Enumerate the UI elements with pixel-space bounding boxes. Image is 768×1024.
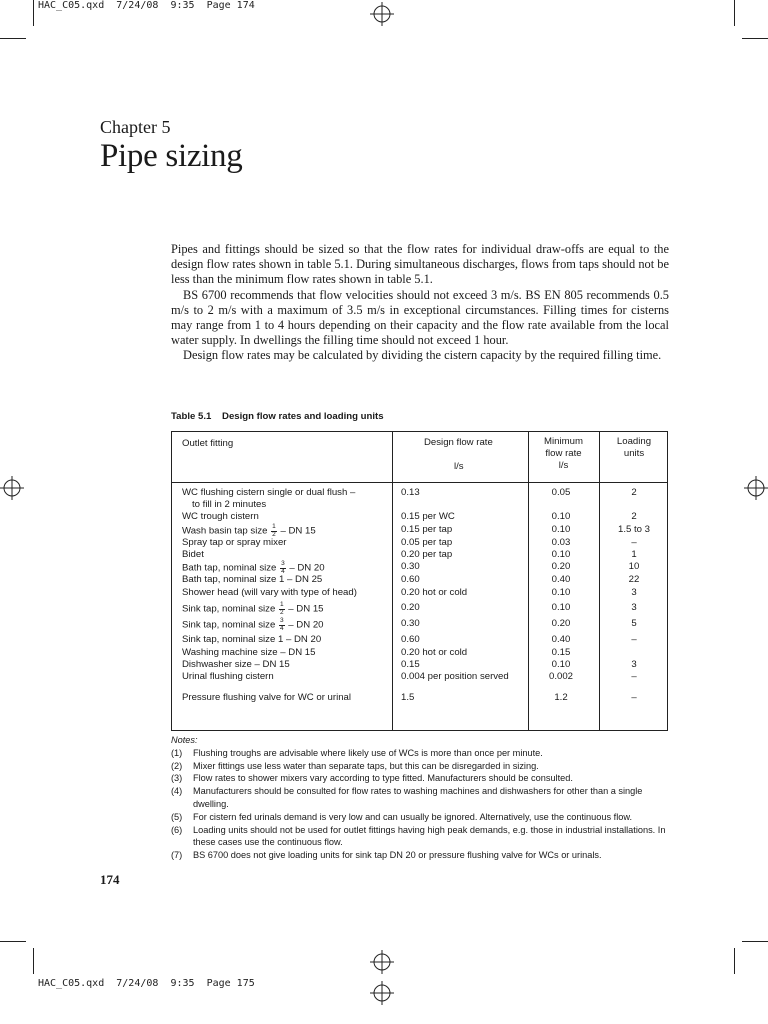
table-notes	[171, 734, 671, 862]
header-min-line2: flow rate	[545, 448, 582, 460]
cell-minimum-flow-rate: 0.10	[551, 524, 571, 535]
table-row	[172, 561, 667, 574]
notes-list	[171, 747, 671, 862]
crop-mark	[742, 941, 768, 942]
cell-design-flow-rate: 0.20 hot or cold	[401, 647, 468, 658]
cell-minimum-flow-rate: 0.002	[548, 671, 573, 682]
cell-outlet-fitting: to fill in 2 minutes	[192, 499, 267, 510]
table-row	[172, 647, 667, 659]
cell-design-flow-rate: 0.30	[401, 561, 420, 572]
cell-loading-units: 5	[631, 618, 637, 629]
cell-minimum-flow-rate: 0.40	[551, 634, 571, 645]
crop-mark	[734, 948, 735, 974]
cell-design-flow-rate: 0.20 per tap	[401, 549, 453, 560]
table-row	[172, 692, 667, 704]
table-row	[172, 602, 667, 618]
cell-design-flow-rate: 0.60	[401, 634, 420, 645]
table-number: Table 5.1	[171, 411, 212, 422]
registration-mark-icon	[744, 476, 768, 500]
cell-design-flow-rate: 0.30	[401, 618, 420, 629]
cell-design-flow-rate: 0.13	[401, 487, 420, 498]
page-number: 174	[100, 872, 120, 887]
header-minimum-flow-rate	[528, 436, 599, 473]
cell-loading-units: 10	[628, 561, 640, 572]
cell-outlet-fitting: Sink tap, nominal size 1 – DN 20	[182, 634, 322, 645]
crop-mark	[734, 0, 735, 26]
cell-design-flow-rate: 0.15 per WC	[401, 511, 455, 522]
cell-minimum-flow-rate: 0.10	[551, 659, 571, 670]
paragraph: BS 6700 recommends that flow velocities should not exceed 3 m/s. BS EN 805 recommends 0.5 m/s to 2 m/s with a maximum of 3.5 m/s in exceptional circumstances. Filling times for cisterns may range from 1 to 4 hours depending on their capacity and the flow rate available from the local water supply. In dwellings the filling time should not exceed 1 hour.	[171, 287, 669, 348]
table-row	[172, 618, 667, 634]
table-caption	[171, 411, 384, 422]
registration-mark-icon	[370, 950, 394, 974]
note-text: Flushing troughs are advisable where likely use of WCs is more than once per minute.	[193, 747, 543, 758]
cell-loading-units: –	[631, 537, 637, 548]
crop-mark	[33, 0, 34, 26]
header-design-flow-rate: Design flow rate	[424, 437, 493, 448]
table-body	[172, 487, 667, 704]
note-number: (2)	[171, 760, 183, 771]
cell-minimum-flow-rate: 0.15	[551, 647, 571, 658]
cell-minimum-flow-rate: 1.2	[554, 692, 568, 703]
cell-outlet-fitting: Sink tap, nominal size $\frac{1}{2}$ – DN 15	[182, 601, 324, 616]
cell-outlet-fitting: Dishwasher size – DN 15	[182, 659, 290, 670]
table-header-divider	[172, 482, 667, 483]
cell-loading-units: 1	[631, 549, 637, 560]
cell-outlet-fitting: Wash basin tap size $\frac{1}{2}$ – DN 15	[182, 523, 316, 538]
cell-design-flow-rate: 0.05 per tap	[401, 537, 453, 548]
crop-mark	[742, 38, 768, 39]
cell-loading-units: –	[631, 671, 637, 682]
table-row	[172, 634, 667, 647]
cell-outlet-fitting: Bath tap, nominal size 1 – DN 25	[182, 574, 323, 585]
cell-minimum-flow-rate: 0.05	[551, 487, 571, 498]
cell-outlet-fitting: WC flushing cistern single or dual flush –	[182, 487, 356, 498]
cell-loading-units: –	[631, 692, 637, 703]
chapter-label: Chapter 5	[100, 117, 171, 137]
cell-minimum-flow-rate: 0.40	[551, 574, 571, 585]
fraction: $\frac{1}{2}$	[272, 523, 276, 538]
cell-design-flow-rate: 0.60	[401, 574, 420, 585]
note-item	[171, 785, 671, 811]
fraction: $\frac{1}{2}$	[280, 601, 284, 616]
note-number: (7)	[171, 850, 183, 861]
cell-loading-units: 3	[631, 659, 637, 670]
paragraph: Design flow rates may be calculated by dividing the cistern capacity by the required filling time.	[183, 348, 662, 363]
header-min-unit: l/s	[558, 460, 569, 472]
cell-loading-units: 2	[631, 487, 637, 498]
cell-design-flow-rate: 0.20 hot or cold	[401, 587, 468, 598]
note-text: Flow rates to shower mixers vary according to type fitted. Manufacturers should be consulted.	[193, 773, 573, 784]
note-number: (3)	[171, 773, 183, 784]
cell-loading-units: –	[631, 634, 637, 645]
cell-minimum-flow-rate: 0.10	[551, 511, 571, 522]
note-item	[171, 772, 671, 785]
cell-outlet-fitting: Spray tap or spray mixer	[182, 537, 287, 548]
header-loading-units	[599, 436, 669, 460]
cell-design-flow-rate: 0.15 per tap	[401, 524, 453, 535]
fraction: $\frac{3}{4}$	[281, 560, 285, 575]
note-item	[171, 849, 671, 862]
body-text	[171, 242, 669, 364]
paragraph: Pipes and fittings should be sized so that the flow rates for individual draw-offs are equal to the design flow rates shown in table 5.1. During simultaneous discharges, flows from taps should not be less than the minimum flow rates shown in table 5.1.	[171, 242, 669, 287]
table-caption-title: Design flow rates and loading units	[222, 411, 384, 422]
note-item	[171, 760, 671, 773]
note-text: BS 6700 does not give loading units for sink tap DN 20 or pressure flushing valve for WCs or urinals.	[193, 850, 602, 861]
registration-mark-icon	[370, 981, 394, 1005]
note-text: Loading units should not be used for outlet fittings having high peak demands, e.g. those in industrial installations. In these cases use the continuous flow.	[193, 824, 666, 848]
table-row	[172, 587, 667, 602]
table-row	[172, 511, 667, 524]
notes-title: Notes:	[171, 735, 198, 745]
print-slug-top: HAC_C05.qxd 7/24/08 9:35 Page 174	[38, 0, 255, 11]
table-row	[172, 574, 667, 587]
cell-minimum-flow-rate: 0.03	[551, 537, 571, 548]
registration-mark-icon	[370, 2, 394, 26]
cell-loading-units: 2	[631, 511, 637, 522]
note-item	[171, 747, 671, 760]
cell-minimum-flow-rate: 0.10	[551, 549, 571, 560]
print-slug-bottom: HAC_C05.qxd 7/24/08 9:35 Page 175	[38, 978, 255, 989]
cell-outlet-fitting: Shower head (will vary with type of head)	[182, 587, 357, 598]
table-row	[172, 499, 667, 511]
registration-mark-icon	[0, 476, 24, 500]
cell-outlet-fitting: Sink tap, nominal size $\frac{3}{4}$ – DN 20	[182, 617, 324, 632]
table-row	[172, 659, 667, 671]
note-item	[171, 824, 671, 850]
note-item	[171, 811, 671, 824]
cell-loading-units: 3	[631, 602, 637, 613]
header-design-unit: l/s	[454, 461, 464, 472]
cell-outlet-fitting: Bidet	[182, 549, 204, 560]
cell-minimum-flow-rate: 0.20	[551, 561, 571, 572]
cell-loading-units: 3	[631, 587, 637, 598]
cell-outlet-fitting: Bath tap, nominal size $\frac{3}{4}$ – DN 20	[182, 560, 325, 575]
table-row	[172, 549, 667, 561]
fraction: $\frac{3}{4}$	[280, 617, 284, 632]
table-row	[172, 671, 667, 692]
cell-design-flow-rate: 0.004 per position served	[401, 671, 509, 682]
cell-design-flow-rate: 0.15	[401, 659, 420, 670]
cell-outlet-fitting: Urinal flushing cistern	[182, 671, 274, 682]
crop-mark	[0, 38, 26, 39]
header-outlet-fitting: Outlet fitting	[182, 438, 234, 449]
cell-minimum-flow-rate: 0.20	[551, 618, 571, 629]
cell-minimum-flow-rate: 0.10	[551, 587, 571, 598]
cell-outlet-fitting: Washing machine size – DN 15	[182, 647, 316, 658]
table-row	[172, 487, 667, 499]
table-row	[172, 524, 667, 537]
header-load-line2: units	[623, 448, 645, 460]
cell-design-flow-rate: 0.20	[401, 602, 420, 613]
cell-minimum-flow-rate: 0.10	[551, 602, 571, 613]
header-min-line1: Minimum	[544, 436, 583, 447]
cell-loading-units: 1.5 to 3	[617, 524, 650, 535]
note-number: (5)	[171, 811, 183, 822]
chapter-title: Pipe sizing	[100, 138, 243, 174]
note-number: (6)	[171, 824, 183, 835]
table-row	[172, 537, 667, 549]
crop-mark	[0, 941, 26, 942]
cell-outlet-fitting: WC trough cistern	[182, 511, 259, 522]
note-text: For cistern fed urinals demand is very low and can usually be ignored. Alternatively, use the continuous flow.	[193, 811, 633, 822]
header-load-line1: Loading	[616, 436, 652, 447]
note-text: Mixer fittings use less water than separate taps, but this can be disregarded in sizing.	[193, 760, 539, 771]
crop-mark	[33, 948, 34, 974]
note-text: Manufacturers should be consulted for flow rates to washing machines and dishwashers for other than a single dwelling.	[193, 786, 643, 809]
note-number: (1)	[171, 747, 183, 758]
flow-rates-table	[171, 431, 668, 731]
note-number: (4)	[171, 786, 183, 797]
cell-design-flow-rate: 1.5	[401, 692, 415, 703]
cell-loading-units: 22	[628, 574, 640, 585]
cell-outlet-fitting: Pressure flushing valve for WC or urinal	[182, 692, 352, 703]
